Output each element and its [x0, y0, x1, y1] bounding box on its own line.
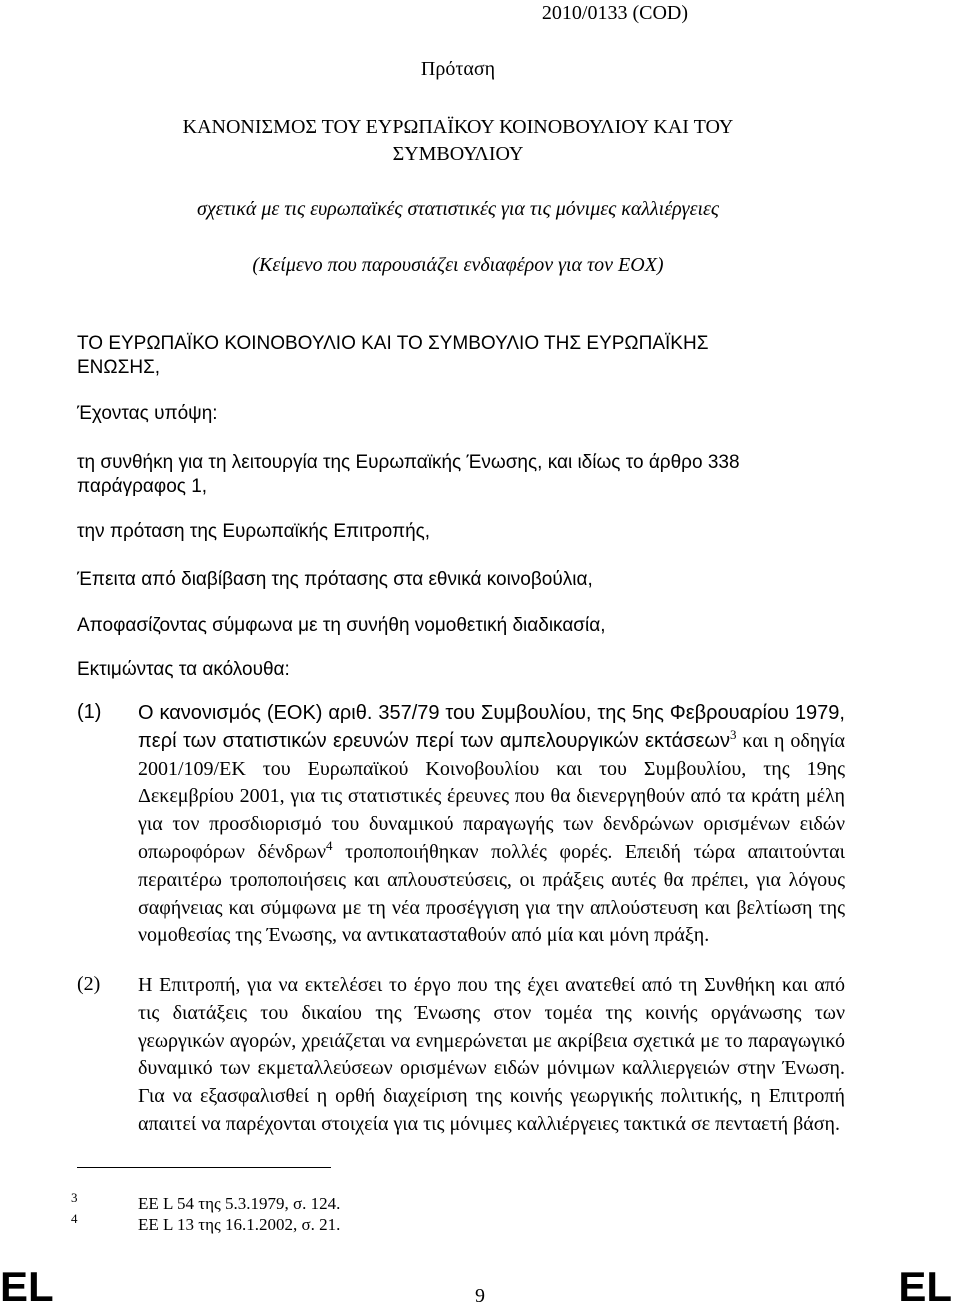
footnote-ref-3[interactable]: 3	[730, 726, 737, 742]
eea-relevance-note: (Κείμενο που παρουσιάζει ενδιαφέρον για τον ΕΟΧ)	[252, 254, 664, 276]
citation-treaty-line-2: παράγραφος 1,	[77, 476, 208, 497]
page-number: 9	[475, 1285, 485, 1307]
regulation-title: ΚΑΝΟΝΙΣΜΟΣ ΤΟΥ ΕΥΡΩΠΑΪΚΟΥ ΚΟΙΝΟΒΟΥΛΙΟΥ ΚΑΙ ΤΟΥ ΣΥΜΒΟΥΛΙΟΥ	[182, 116, 734, 165]
footnote-ref-4[interactable]: 4	[326, 837, 333, 853]
recital-1-text-part-3: τροποποιήθηκαν πολλές φορές. Επειδή τώρα απαιτούνται περαιτέρω τροποποιήσεις και απλουστεύσεις, οι πράξεις αυτές θα πρέπει, για λόγους σαφήνειας και σύμφωνα με τη νέα προσέγγιση για την απλούστευση και βελτίωση της νομοθεσίας της Ένωσης, να αντικατασταθούν από μία και μόνη πράξη.	[138, 840, 845, 947]
recital-2-number: (2)	[77, 973, 101, 995]
language-code-right: EL	[898, 1263, 952, 1310]
regulation-subject: σχετικά με τις ευρωπαϊκές στατιστικές για τις μόνιμες καλλιέργειες	[196, 198, 719, 220]
citation-national-parliaments: Έπειτα από διαβίβαση της πρότασης στα εθνικά κοινοβούλια,	[77, 569, 593, 590]
having-regard: Έχοντας υπόψη:	[77, 403, 218, 424]
footnote-separator	[77, 1167, 331, 1168]
recital-1-number: (1)	[77, 701, 102, 723]
citation-ordinary-procedure: Αποφασίζοντας σύμφωνα με τη συνήθη νομοθετική διαδικασία,	[77, 615, 606, 636]
recital-1-text-part-2: και η οδηγία 2001/109/ΕΚ του Ευρωπαϊκού Κοινοβουλίου και του Συμβουλίου, της 19ης Δεκεμβρίου 2001, για τις στατιστικές έρευνες που θα διενεργηθούν από τα κράτη μέλη για τον προσδιορισμό του δυναμικού παραγωγής των δενδρώνων ορισμένων ειδών οπωροφόρων δένδρων	[138, 729, 845, 863]
citation-treaty-line-1: τη συνθήκη για τη λειτουργία της Ευρωπαϊκής Ένωσης, και ιδίως το άρθρο 338	[77, 452, 740, 473]
language-code-left: EL	[0, 1263, 54, 1310]
footnote-4-number: 4	[71, 1211, 78, 1226]
document-reference: 2010/0133 (COD)	[541, 2, 688, 24]
footnote-4-text: ΕΕ L 13 της 16.1.2002, σ. 21.	[138, 1215, 341, 1234]
institutions-line-2: ΕΝΩΣΗΣ,	[77, 357, 161, 378]
footnote-3-number: 3	[71, 1190, 78, 1205]
citation-commission-proposal: την πρόταση της Ευρωπαϊκής Επιτροπής,	[77, 521, 431, 542]
institutions-line-1: ΤΟ ΕΥΡΩΠΑΪΚΟ ΚΟΙΝΟΒΟΥΛΙΟ ΚΑΙ ΤΟ ΣΥΜΒΟΥΛΙΟ ΤΗΣ ΕΥΡΩΠΑΪΚΗΣ	[77, 333, 709, 354]
recital-2	[138, 972, 845, 1139]
recital-2-text: Η Επιτροπή, για να εκτελέσει το έργο που της έχει ανατεθεί από τη Συνθήκη και από τις διατάξεις του δικαίου της Ένωσης στον τομέα της κοινής οργάνωσης των γεωργικών αγορών, χρειάζεται να ενημερώνεται με ακρίβεια σχετικά με το παραγωγικό δυναμικό των εκμεταλλεύσεων ορισμένων ειδών μόνιμων καλλιεργειών στην Ένωση. Για να εξασφαλισθεί η ορθή διαχείριση της κοινής γεωργικής πολιτικής, η Επιτροπή απαιτεί να παρέχονται στοιχεία για τις μόνιμες καλλιέργειες τακτικά σε πενταετή βάση.	[138, 974, 845, 1135]
proposal-label: Πρόταση	[420, 58, 496, 80]
recital-1-text-part-1: Ο κανονισμός (ΕΟΚ) αριθ. 357/79 του Συμβουλίου, της 5ης Φεβρουαρίου 1979, περί των στατιστικών ερευνών περί των αμπελουργικών εκτάσεων	[138, 702, 845, 752]
recital-1	[138, 700, 845, 950]
footnote-3-text: ΕΕ L 54 της 5.3.1979, σ. 124.	[138, 1194, 341, 1213]
whereas-heading: Εκτιμώντας τα ακόλουθα:	[77, 659, 290, 680]
